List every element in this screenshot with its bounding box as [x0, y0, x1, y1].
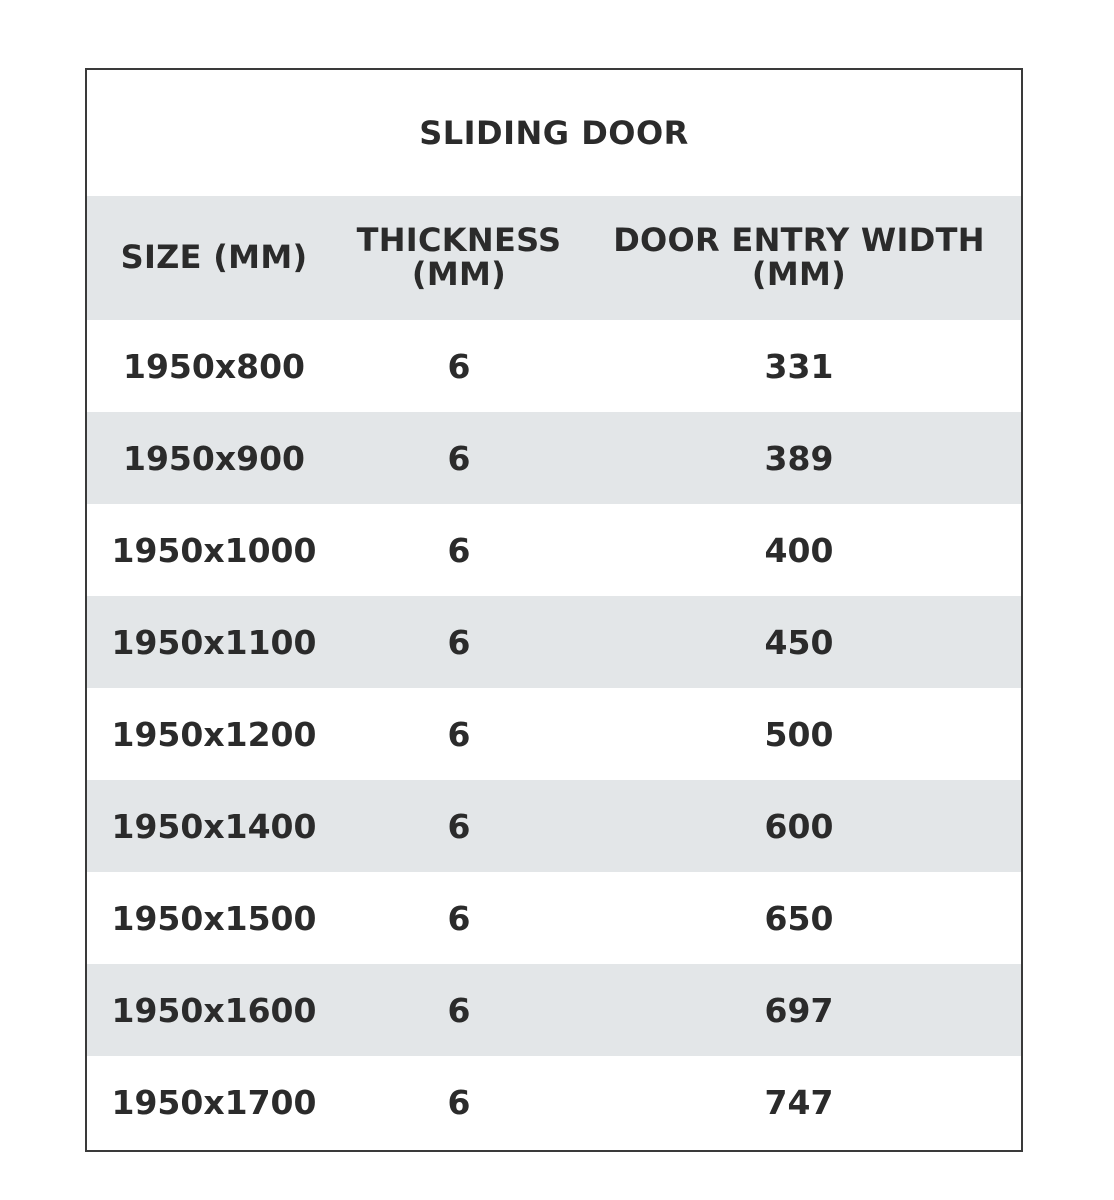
- size-cell: 1950x1700: [111, 1082, 317, 1122]
- size-cell: 1950x1100: [111, 622, 317, 662]
- entry-width-cell: 500: [764, 714, 834, 754]
- header-entry-width-label: DOOR ENTRY WIDTH: [613, 221, 985, 260]
- entry-width-cell: 650: [764, 898, 834, 938]
- entry-width-cell: 400: [764, 530, 834, 570]
- table-row: [87, 504, 1021, 596]
- table-row: [87, 872, 1021, 964]
- thickness-cell: 6: [447, 990, 471, 1030]
- size-cell: 1950x1200: [111, 714, 317, 754]
- size-cell: 1950x900: [122, 438, 305, 478]
- thickness-cell: 6: [447, 898, 471, 938]
- entry-width-cell: 331: [764, 346, 834, 386]
- entry-width-cell: 697: [764, 990, 834, 1030]
- header-size-label: SIZE (MM): [120, 238, 308, 277]
- entry-width-cell: 450: [764, 622, 834, 662]
- size-cell: 1950x1000: [111, 530, 317, 570]
- table-row: [87, 1056, 1021, 1148]
- size-table: [85, 68, 1023, 1152]
- size-cell: 1950x800: [122, 346, 305, 386]
- header-size: [87, 238, 341, 277]
- table-row: [87, 780, 1021, 872]
- header-thickness-label: THICKNESS: [356, 221, 562, 260]
- thickness-cell: 6: [447, 714, 471, 754]
- size-cell: 1950x1600: [111, 990, 317, 1030]
- table-row: [87, 964, 1021, 1056]
- thickness-cell: 6: [447, 1082, 471, 1122]
- table-row: [87, 412, 1021, 504]
- table-header-row: [87, 196, 1021, 320]
- thickness-cell: 6: [447, 530, 471, 570]
- header-entry-width-unit: (MM): [751, 255, 847, 293]
- entry-width-cell: 600: [764, 806, 834, 846]
- entry-width-cell: 747: [764, 1082, 834, 1122]
- table-row: [87, 320, 1021, 412]
- size-cell: 1950x1500: [111, 898, 317, 938]
- thickness-cell: 6: [447, 438, 471, 478]
- header-thickness: [341, 221, 577, 293]
- entry-width-cell: 389: [764, 438, 834, 478]
- thickness-cell: 6: [447, 346, 471, 386]
- header-thickness-unit: (MM): [411, 255, 507, 293]
- size-cell: 1950x1400: [111, 806, 317, 846]
- table-row: [87, 688, 1021, 780]
- thickness-cell: 6: [447, 622, 471, 662]
- thickness-cell: 6: [447, 806, 471, 846]
- table-title: SLIDING DOOR: [419, 114, 689, 152]
- header-entry-width: [577, 221, 1021, 293]
- table-row: [87, 596, 1021, 688]
